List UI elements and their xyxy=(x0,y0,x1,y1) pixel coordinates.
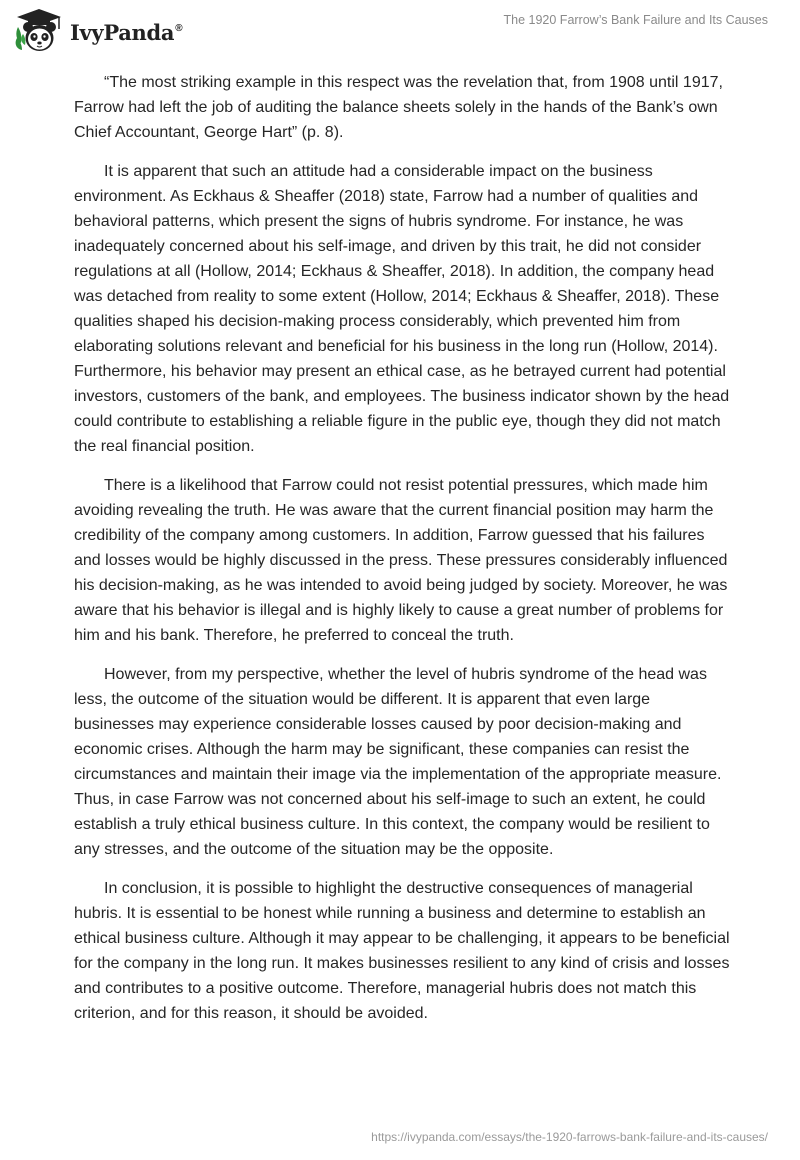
paragraph-pressures: There is a likelihood that Farrow could not resist potential pressures, which made him avoiding revealing the truth. He was aware that the current financial position may harm the credibility of the company among customers. In addition, Farrow guessed that his failures and losses would be highly discussed in the press. These pressures considerably influenced his decision-making, as he was intended to avoid being judged by society. Moreover, he was aware that his behavior is illegal and is highly likely to cause a great number of problems for him and his bank. Therefore, he preferred to conceal the truth. xyxy=(74,477,728,644)
paragraph-conclusion: In conclusion, it is possible to highlight the destructive consequences of managerial hubris. It is essential to be honest while running a business and determine to establish an ethical business culture. Although it may appear to be challenging, it appears to be beneficial for the company in the long run. It makes businesses resilient to any kind of crisis and losses and contributes to a positive outcome. Therefore, managerial hubris does not match this criterion, and for this reason, it should be avoided. xyxy=(74,880,730,1022)
document-title: The 1920 Farrow’s Bank Failure and Its Causes xyxy=(503,13,768,27)
paragraph-perspective: However, from my perspective, whether the level of hubris syndrome of the head was less, the outcome of the situation would be different. It is apparent that even large businesses may experience considerable losses caused by poor decision-making and economic crises. Although the harm may be significant, these companies can resist the circumstances and maintain their image via the implementation of the appropriate measure. Thus, in case Farrow was not concerned about his self-image to such an extent, he could establish a truly ethical business culture. In this context, the company would be resilient to any stresses, and the outcome of the situation may be the opposite. xyxy=(74,666,722,858)
page-header xyxy=(0,0,800,60)
registered-mark: ® xyxy=(175,22,183,34)
paragraph-hubris-syndrome: It is apparent that such an attitude had a considerable impact on the business environment. As Eckhaus & Sheaffer (2018) state, Farrow had a number of qualities and behavioral patterns, which present the signs of hubris syndrome. For instance, he was inadequately concerned about his self-image, and driven by this trait, he did not consider regulations at all (Hollow, 2014; Eckhaus & Sheaffer, 2018). In addition, the company head was detached from reality to some extent (Hollow, 2014; Eckhaus & Sheaffer, 2018). These qualities shaped his decision-making process considerably, which prevented him from elaborating solutions relevant and beneficial for his business in the long run (Hollow, 2014). Furthermore, his behavior may present an ethical case, as he betrayed current had potential investors, customers of the bank, and employees. The business indicator shown by the head could contribute to establishing a reliable figure in the public eye, though they did not match the real financial position. xyxy=(74,163,730,455)
source-url[interactable]: https://ivypanda.com/essays/the-1920-farrows-bank-failure-and-its-causes/ xyxy=(371,1130,768,1144)
essay-body xyxy=(74,70,734,1040)
brand-name: IvyPanda® xyxy=(70,19,183,45)
paragraph-quote: “The most striking example in this respect was the revelation that, from 1908 until 1917, Farrow had left the job of auditing the balance sheets solely in the hands of the Bank’s own Chief Accountant, George Hart” (p. 8). xyxy=(74,74,723,141)
panda-graduate-icon xyxy=(14,7,64,55)
ivypanda-logo[interactable] xyxy=(14,7,182,55)
